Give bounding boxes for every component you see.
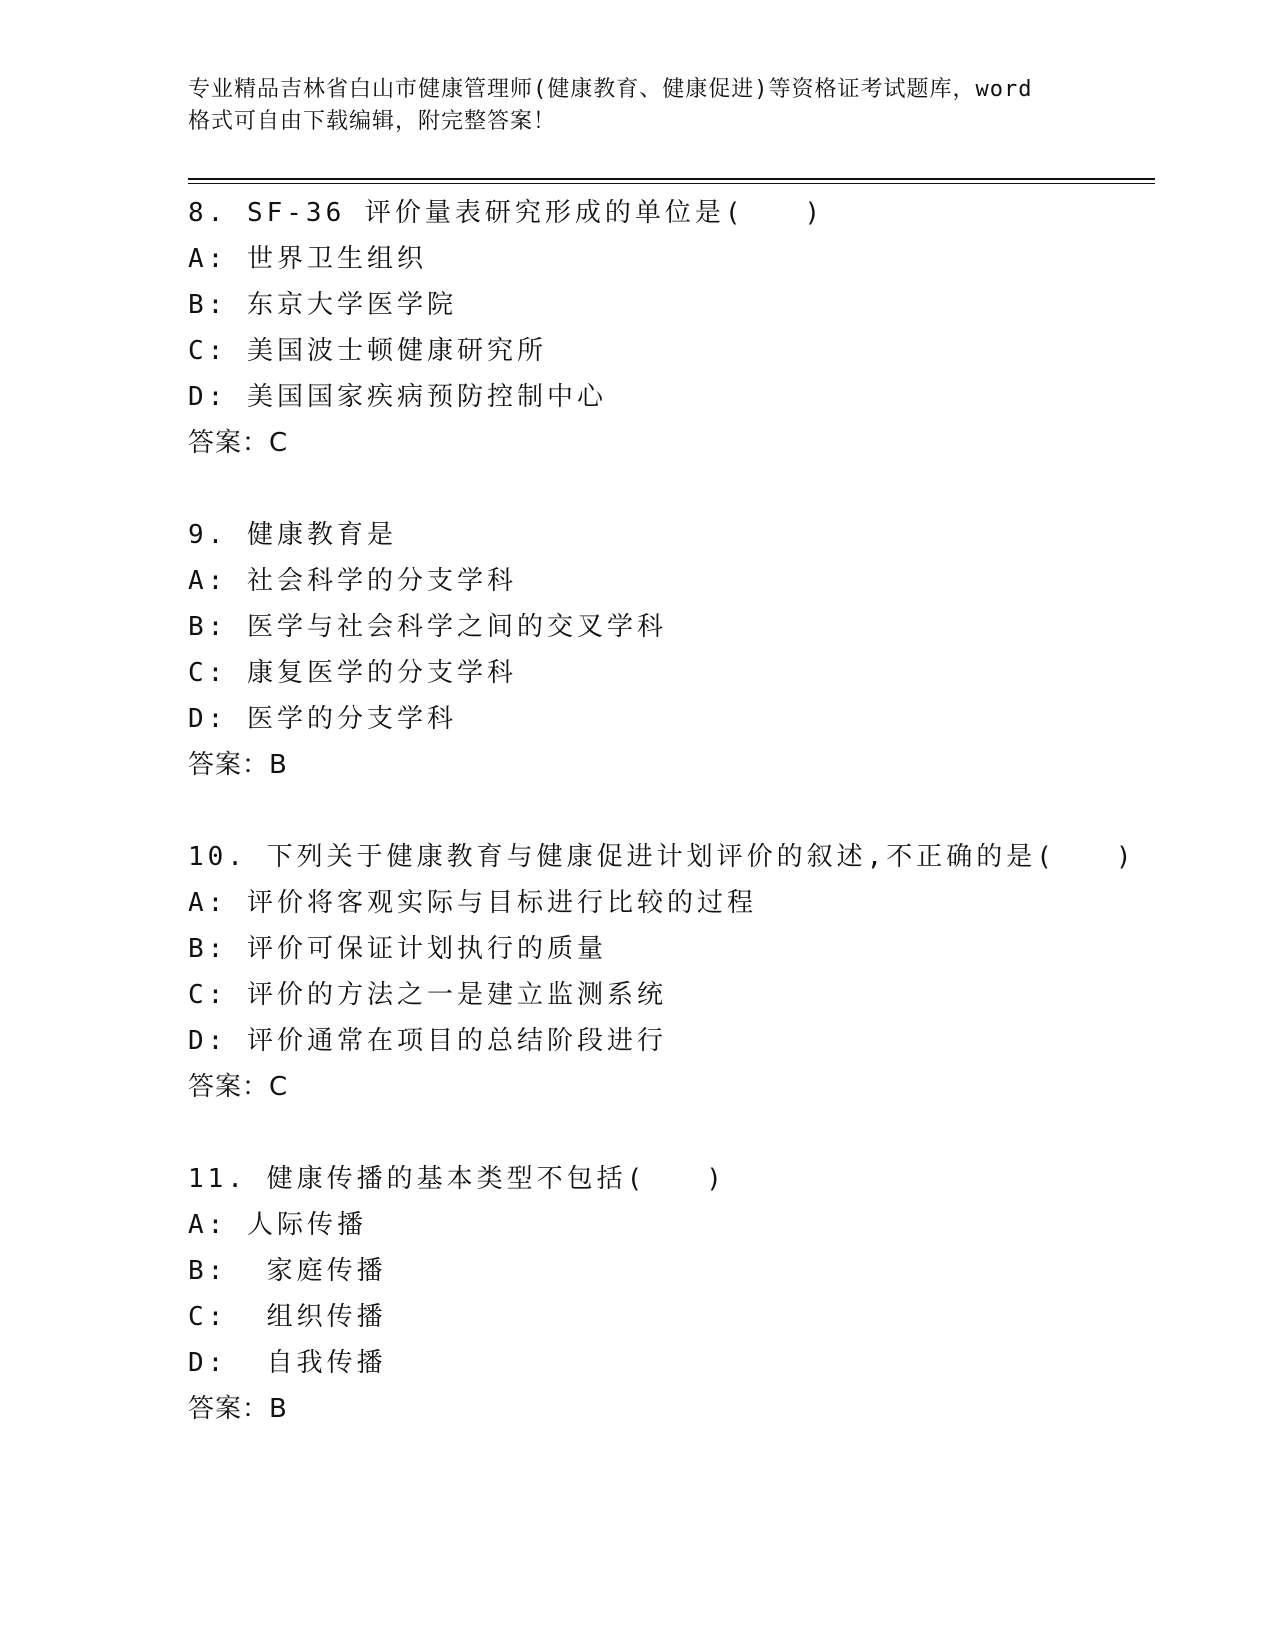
question-stem: 9. 健康教育是: [188, 520, 397, 550]
option-a: A: 评价将客观实际与目标进行比较的过程: [188, 888, 757, 918]
option-b: B: 家庭传播: [188, 1256, 387, 1286]
answer: 答案：B: [188, 750, 288, 780]
question-8: [188, 190, 1148, 466]
option-d: D: 评价通常在项目的总结阶段进行: [188, 1026, 667, 1056]
option-b: B: 评价可保证计划执行的质量: [188, 934, 607, 964]
option-c: C: 组织传播: [188, 1302, 387, 1332]
option-b: B: 东京大学医学院: [188, 290, 457, 320]
option-d: D: 自我传播: [188, 1348, 387, 1378]
option-d: D: 医学的分支学科: [188, 704, 457, 734]
header-divider-thick: [188, 178, 1155, 180]
question-9: [188, 512, 1148, 788]
question-stem: 11. 健康传播的基本类型不包括( ): [188, 1164, 726, 1194]
question-11: [188, 1156, 1148, 1432]
option-a: A: 社会科学的分支学科: [188, 566, 517, 596]
answer: 答案：C: [188, 428, 289, 458]
option-b: B: 医学与社会科学之间的交叉学科: [188, 612, 667, 642]
answer: 答案：B: [188, 1394, 288, 1424]
question-stem: 8. SF-36 评价量表研究形成的单位是( ): [188, 198, 825, 228]
header-divider-thin: [188, 183, 1155, 184]
option-d: D: 美国国家疾病预防控制中心: [188, 382, 607, 412]
answer: 答案：C: [188, 1072, 289, 1102]
option-a: A: 人际传播: [188, 1210, 367, 1240]
question-list: [188, 190, 1148, 1478]
option-a: A: 世界卫生组织: [188, 244, 427, 274]
question-stem: 10. 下列关于健康教育与健康促进计划评价的叙述,不正确的是( ): [188, 842, 1136, 872]
document-header: [188, 74, 1088, 138]
option-c: C: 康复医学的分支学科: [188, 658, 517, 688]
header-line-2: 格式可自由下载编辑，附完整答案！: [188, 109, 557, 134]
option-c: C: 美国波士顿健康研究所: [188, 336, 547, 366]
header-line-1: 专业精品吉林省白山市健康管理师(健康教育、健康促进)等资格证考试题库，word: [188, 77, 1033, 102]
question-10: [188, 834, 1148, 1110]
option-c: C: 评价的方法之一是建立监测系统: [188, 980, 667, 1010]
